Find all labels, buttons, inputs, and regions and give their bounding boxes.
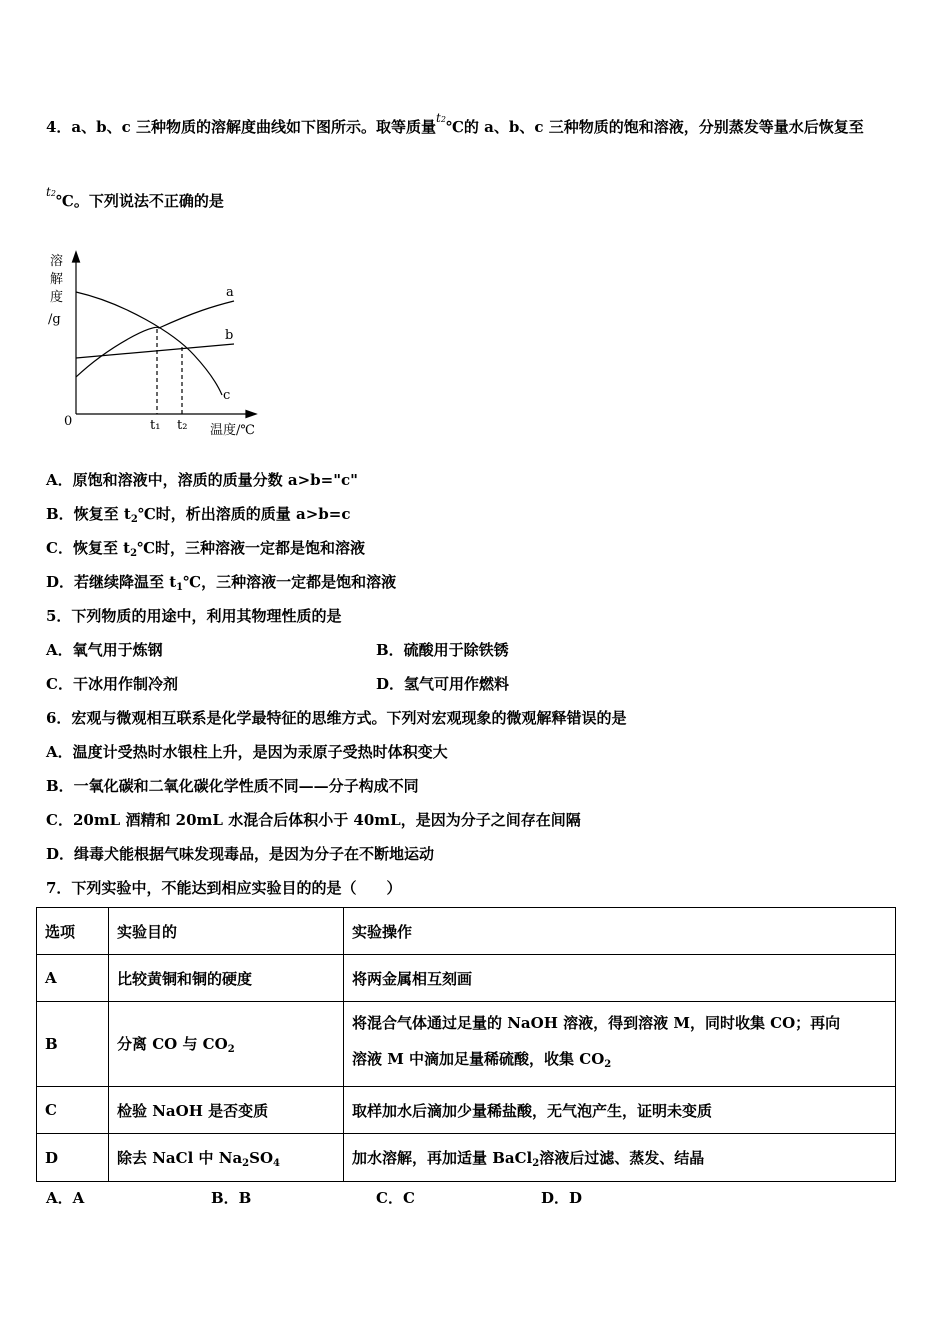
t2-symbol: t2 — [46, 185, 56, 199]
header-purpose: 实验目的 — [109, 908, 344, 955]
q4-stem-line2: $^{t2}$℃。下列说法不正确的是 — [46, 185, 224, 210]
q6-option-a: A．温度计受热时水银柱上升，是因为汞原子受热时体积变大 — [46, 743, 448, 761]
curve-b-label: b — [225, 328, 234, 343]
row-operation: 将混合气体通过足量的 NaOH 溶液，得到溶液 M，同时收集 CO；再向 溶液 M 中滴加足量稀硫酸，收集 $CO_2$ — [344, 1002, 896, 1087]
q4-option-b: B．恢复至 $t_2℃$时，析出溶质的质量 a>b=c — [46, 505, 351, 525]
row-key: A — [37, 955, 109, 1002]
q5-option-c: C．干冰用作制冷剂 — [46, 675, 178, 693]
q7-stem: 7．下列实验中，不能达到相应实验目的的是（ ） — [46, 879, 402, 897]
q6-stem: 6．宏观与微观相互联系是化学最特征的思维方式。下列对宏观现象的微观解释错误的是 — [46, 709, 627, 727]
curve-a-label: a — [226, 285, 234, 300]
table-row — [37, 1087, 896, 1134]
table-row — [37, 1002, 896, 1087]
table-row — [37, 1134, 896, 1182]
x-axis-label: 温度/℃ — [210, 423, 255, 438]
row-purpose: 检验 NaOH 是否变质 — [109, 1087, 344, 1134]
y-label-2: 解 — [50, 272, 64, 287]
q5-option-a: A．氧气用于炼钢 — [46, 641, 163, 659]
table-header-row — [37, 908, 896, 955]
row-operation: 将两金属相互刻画 — [344, 955, 896, 1002]
experiment-table — [36, 907, 896, 1182]
table-row — [37, 955, 896, 1002]
q7-answer-d: D．D — [541, 1189, 583, 1207]
t2-label: t₂ — [177, 418, 188, 433]
y-label-3: 度 — [50, 290, 64, 305]
solubility-graph — [44, 248, 269, 443]
header-operation: 实验操作 — [344, 908, 896, 955]
q4-option-a: A．原饱和溶液中，溶质的质量分数 a>b="c" — [46, 471, 358, 489]
curve-c — [76, 292, 222, 395]
row-key: C — [37, 1087, 109, 1134]
y-axis-arrow — [73, 252, 80, 262]
curve-b — [76, 344, 234, 358]
row-purpose: 比较黄铜和铜的硬度 — [109, 955, 344, 1002]
row-key: B — [37, 1002, 109, 1087]
row-purpose: 除去 NaCl 中 $Na_2SO_4$ — [109, 1134, 344, 1182]
q7-answer-a: A．A — [46, 1189, 85, 1207]
q6-option-d: D．缉毒犬能根据气味发现毒品，是因为分子在不断地运动 — [46, 845, 435, 863]
row-operation: 加水溶解，再加适量 BaCl$_2$溶液后过滤、蒸发、结晶 — [344, 1134, 896, 1182]
header-option: 选项 — [37, 908, 109, 955]
t2-symbol: t2 — [436, 111, 446, 125]
t1-label: t₁ — [150, 418, 161, 433]
row-key: D — [37, 1134, 109, 1182]
y-label-4: /g — [48, 312, 61, 327]
q7-answer-c: C．C — [376, 1189, 415, 1207]
q4-stem-line1: 4．a、b、c 三种物质的溶解度曲线如下图所示。取等质量$^{t2}$℃的 a、b、c 三种物质的饱和溶液，分别蒸发等量水后恢复至 — [46, 111, 864, 136]
q4-option-d: D．若继续降温至 $t_1℃$，三种溶液一定都是饱和溶液 — [46, 573, 397, 593]
q6-option-c: C．20mL 酒精和 20mL 水混合后体积小于 40mL，是因为分子之间存在间隔 — [46, 811, 581, 829]
y-label-1: 溶 — [50, 254, 64, 269]
curve-a — [76, 301, 234, 377]
row-operation: 取样加水后滴加少量稀盐酸，无气泡产生，证明未变质 — [344, 1087, 896, 1134]
origin-label: 0 — [64, 414, 73, 429]
q5-option-b: B．硫酸用于除铁锈 — [376, 641, 509, 659]
q7-answer-b: B．B — [211, 1189, 252, 1207]
x-axis-arrow — [246, 411, 256, 418]
row-purpose: 分离 CO 与 $CO_2$ — [109, 1002, 344, 1087]
q6-option-b: B．一氧化碳和二氧化碳化学性质不同——分子构成不同 — [46, 777, 419, 795]
q5-stem: 5．下列物质的用途中，利用其物理性质的是 — [46, 607, 342, 625]
curve-c-label: c — [223, 388, 231, 403]
q4-option-c: C．恢复至 $t_2℃$时，三种溶液一定都是饱和溶液 — [46, 539, 366, 559]
q5-option-d: D．氢气可用作燃料 — [376, 675, 510, 693]
